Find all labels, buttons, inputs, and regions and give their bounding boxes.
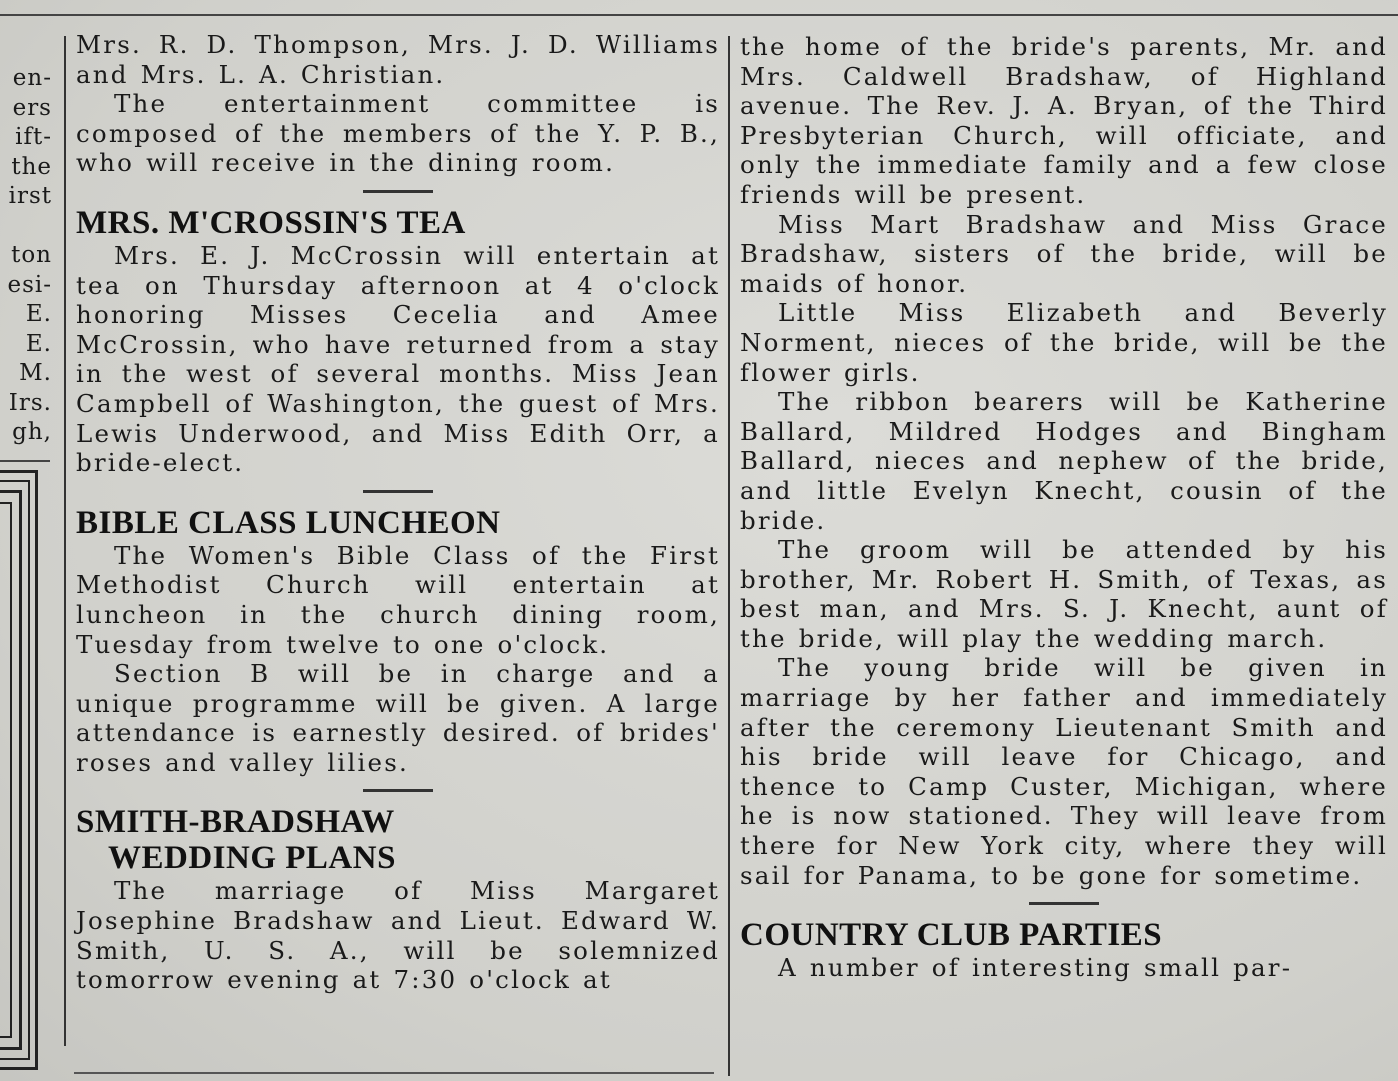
wedding-para-1: the home of the bride's parents, Mr. and Mrs. Caldwell Bradshaw, of Highland avenue. The Rev. J. A. Bryan, of the Third Presbyterian Church, will officiate, and only the immediate family and a few close friends will be present.	[740, 32, 1388, 209]
fragment-line: M.	[19, 360, 52, 386]
tea-heading: MRS. M'CROSSIN'S TEA	[76, 204, 466, 241]
column-divider-middle	[728, 36, 730, 1076]
wedding-para-6: The young bride will be given in marriage by her father and immediately after the ceremony Lieutenant Smith and his bride will leave for Chicago, and thence to Camp Custer, Michigan, where he is now stationed. They will leave from there for New York city, where they will sail for Panama, to be gone for sometime.	[740, 653, 1388, 890]
column-divider-left	[64, 36, 66, 1046]
article-column-2	[740, 32, 1388, 983]
fragment-line: esi-	[7, 271, 52, 298]
ad-border-frame	[0, 470, 38, 1070]
top-rule	[0, 14, 1398, 16]
wedding-heading-line2: WEDDING PLANS	[108, 840, 396, 877]
wedding-para-5: The groom will be attended by his brother, Mr. Robert H. Smith, of Texas, as best man, and Mrs. S. J. Knecht, aunt of the bride, will play the wedding march.	[740, 535, 1388, 653]
wedding-body: The marriage of Miss Margaret Josephine Bradshaw and Lieut. Edward W. Smith, U. S. A., will be solemnized tomorrow evening at 7:30 o'clock at	[76, 876, 720, 995]
intro-paragraph: Mrs. R. D. Thompson, Mrs. J. D. Williams and Mrs. L. A. Christian.	[76, 30, 720, 89]
bible-heading: BIBLE CLASS LUNCHEON	[76, 504, 501, 541]
fragment-line: gh,	[12, 419, 52, 445]
wedding-para-2: Miss Mart Bradshaw and Miss Grace Bradshaw, sisters of the bride, will be maids of honor.	[740, 209, 1388, 298]
section-separator	[363, 789, 433, 792]
left-column-fragment	[0, 64, 52, 448]
wedding-heading-line1: SMITH-BRADSHAW	[76, 804, 395, 841]
tea-body: Mrs. E. J. McCrossin will entertain at tea on Thursday afternoon at 4 o'clock honoring Misses Cecelia and Amee McCrossin, who have returned from a stay in the west of several months. Miss Jean Campbell of Washington, the guest of Mrs. Lewis Underwood, and Miss Edith Orr, a bride-elect.	[76, 240, 720, 478]
section-separator	[363, 190, 433, 193]
wedding-para-4: The ribbon bearers will be Katherine Ballard, Mildred Hodges and Bingham Ballard, nieces and nephew of the bride, and little Evelyn Knecht, cousin of the bride.	[740, 387, 1388, 535]
fragment-line: the	[11, 153, 52, 180]
wedding-para-3: Little Miss Elizabeth and Beverly Norment, nieces of the bride, will be the flower girls.	[740, 298, 1388, 387]
fragment-line: ers	[12, 94, 52, 121]
fragment-line: irst	[8, 183, 52, 209]
fragment-line	[0, 212, 52, 242]
section-separator	[1029, 902, 1099, 905]
article-column-1	[76, 30, 720, 995]
fragment-line: ift-	[15, 124, 52, 150]
fragment-line: E.	[25, 301, 52, 327]
fragment-line: ton	[11, 242, 52, 268]
bottom-rule	[74, 1072, 714, 1074]
fragment-line: en-	[12, 65, 52, 91]
fragment-rule	[0, 460, 50, 462]
fragment-line: E.	[25, 330, 52, 357]
bible-body-2: Section B will be in charge and a unique programme will be given. A large attendance is earnestly desired. of brides' roses and valley lilies.	[76, 659, 720, 777]
section-separator	[363, 490, 433, 493]
country-club-body: A number of interesting small par-	[778, 953, 1293, 983]
committee-paragraph: The entertainment committee is composed of the members of the Y. P. B., who will receive in the dining room.	[76, 89, 720, 178]
country-club-heading: COUNTRY CLUB PARTIES	[740, 917, 1163, 954]
fragment-line: Irs.	[8, 389, 52, 416]
bible-body-1: The Women's Bible Class of the First Methodist Church will entertain at luncheon in the church dining room, Tuesday from twelve to one o'clock.	[76, 540, 720, 659]
